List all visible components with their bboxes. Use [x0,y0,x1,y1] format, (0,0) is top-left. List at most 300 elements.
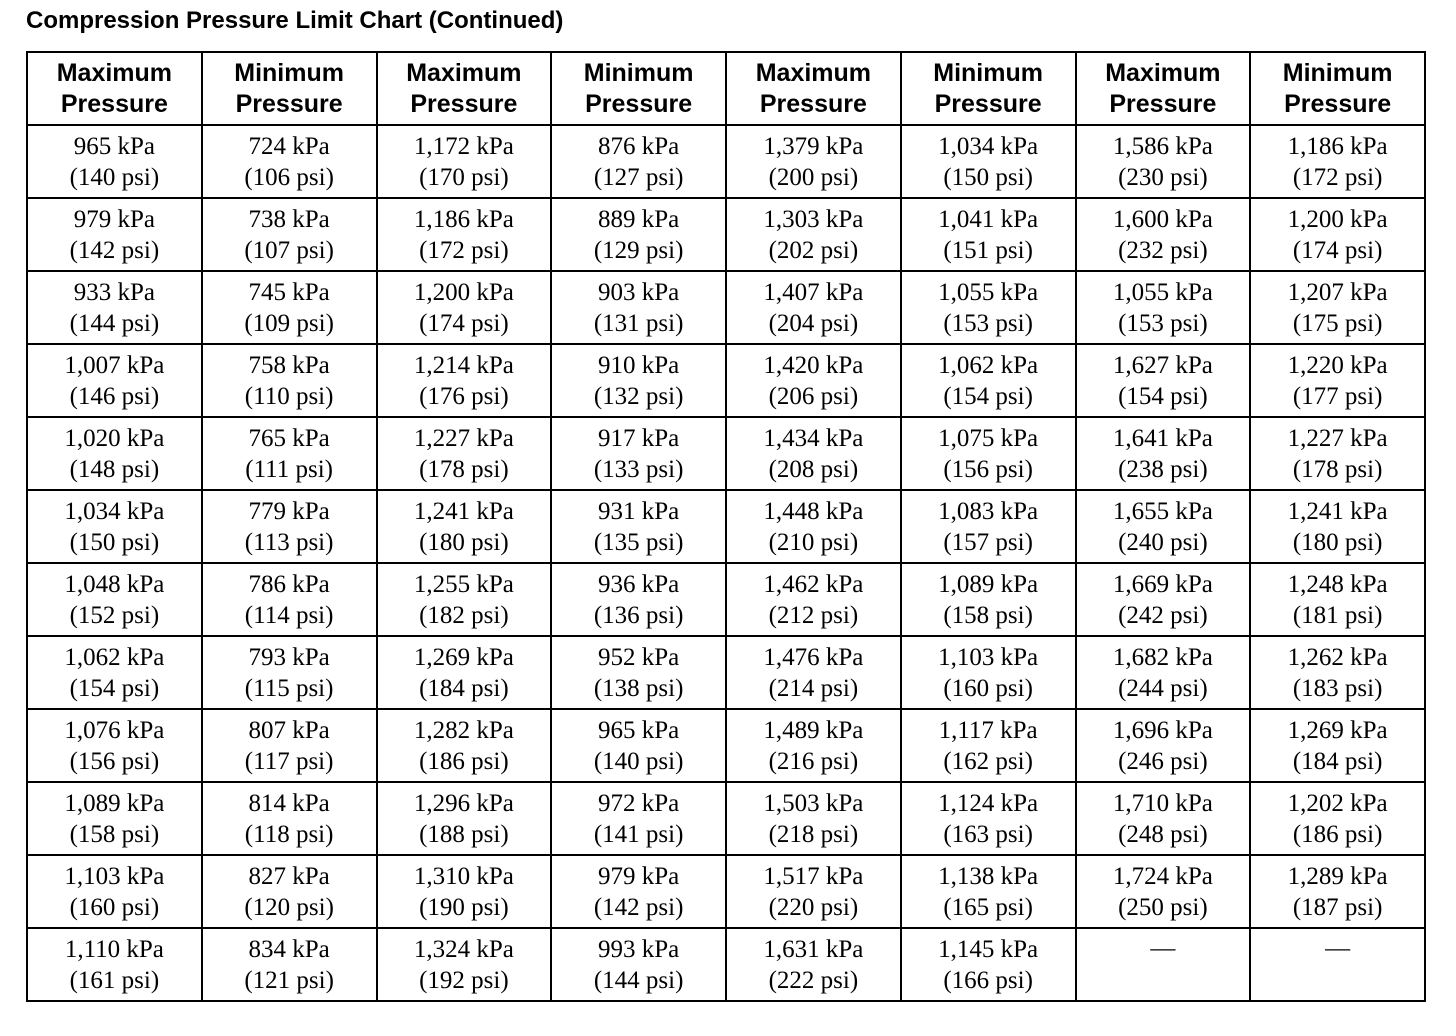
table-cell [202,271,377,344]
psi-value: (111 psi) [245,455,333,483]
table-cell [551,782,726,855]
psi-value: (144 psi) [593,966,684,994]
kpa-value: 1,075 kPa [938,424,1039,452]
kpa-value: 745 kPa [248,278,330,306]
table-row [27,417,1425,490]
table-cell [726,490,901,563]
psi-value: (180 psi) [419,528,509,556]
table-cell [901,636,1076,709]
psi-value: (150 psi) [943,163,1033,191]
table-cell [551,344,726,417]
table-row [27,490,1425,563]
kpa-value: 1,124 kPa [938,789,1039,817]
table-cell [551,125,726,198]
psi-value: (218 psi) [768,820,859,848]
psi-value: (246 psi) [1118,747,1208,775]
kpa-value: 1,269 kPa [413,643,514,671]
table-cell [27,928,202,1001]
psi-value: (152 psi) [69,601,160,629]
psi-value: (144 psi) [69,309,160,337]
psi-value: (220 psi) [768,893,859,921]
table-cell [202,417,377,490]
kpa-value: 1,186 kPa [1287,132,1388,160]
psi-value: (216 psi) [768,747,859,775]
page-title: Compression Pressure Limit Chart (Continued) [26,7,564,34]
psi-value: (157 psi) [943,528,1033,556]
table-cell [1250,855,1425,928]
psi-value: (110 psi) [244,382,334,410]
table-cell [377,271,552,344]
kpa-value: 993 kPa [598,935,680,963]
psi-value: (146 psi) [69,382,160,410]
kpa-value: 1,062 kPa [64,643,165,671]
column-header [551,52,726,125]
kpa-value: 1,434 kPa [763,424,864,452]
column-header [1076,52,1251,125]
psi-value: (172 psi) [1292,163,1383,191]
table-row [27,855,1425,928]
column-header-line: Pressure [235,89,343,118]
table-cell [1076,928,1251,1001]
column-header-line: Maximum [56,58,173,87]
psi-value: (154 psi) [69,674,160,702]
table-cell [202,198,377,271]
table-cell [202,490,377,563]
psi-value: (140 psi) [69,163,160,191]
psi-value: (160 psi) [943,674,1033,702]
kpa-value: 1,641 kPa [1112,424,1213,452]
kpa-value: 1,048 kPa [64,570,165,598]
psi-value: (151 psi) [943,236,1033,264]
column-header-line: Minimum [933,58,1043,87]
psi-value: (107 psi) [244,236,334,264]
kpa-value: 807 kPa [248,716,330,744]
kpa-value: 1,696 kPa [1112,716,1213,744]
kpa-value: 1,020 kPa [64,424,165,452]
kpa-value: 1,089 kPa [938,570,1039,598]
table-cell [726,782,901,855]
table-cell [377,928,552,1001]
psi-value: (202 psi) [768,236,859,264]
psi-value: (106 psi) [244,163,334,191]
column-header-line: Pressure [60,89,168,118]
psi-value: (182 psi) [419,601,509,629]
kpa-value: — [1150,935,1176,962]
kpa-value: 1,407 kPa [763,278,864,306]
psi-value: (230 psi) [1118,163,1208,191]
table-cell [27,125,202,198]
table-cell [377,855,552,928]
table-cell [901,855,1076,928]
table-cell [1250,782,1425,855]
table-cell [901,709,1076,782]
psi-value: (240 psi) [1118,528,1208,556]
kpa-value: 1,241 kPa [1287,497,1388,525]
column-header-line: Minimum [234,58,344,87]
table-cell [1250,125,1425,198]
column-header-line: Maximum [755,58,872,87]
psi-value: (120 psi) [244,893,334,921]
psi-value: (190 psi) [419,893,509,921]
kpa-value: 972 kPa [598,789,680,817]
psi-value: (132 psi) [593,382,684,410]
column-header [27,52,202,125]
kpa-value: 738 kPa [248,205,330,233]
table-cell [202,563,377,636]
kpa-value: 1,034 kPa [938,132,1039,160]
header-row [27,52,1425,125]
table-row [27,928,1425,1001]
table-cell [551,855,726,928]
psi-value: (175 psi) [1292,309,1383,337]
kpa-value: 1,669 kPa [1112,570,1213,598]
table-cell [551,709,726,782]
psi-value: (156 psi) [69,747,160,775]
kpa-value: 1,083 kPa [938,497,1039,525]
table-cell [1250,928,1425,1001]
kpa-value: 876 kPa [598,132,680,160]
kpa-value: 1,476 kPa [763,643,864,671]
column-header [901,52,1076,125]
psi-value: (214 psi) [768,674,859,702]
psi-value: (142 psi) [69,236,160,264]
kpa-value: 1,289 kPa [1287,862,1388,890]
kpa-value: 933 kPa [73,278,155,306]
psi-value: (156 psi) [943,455,1033,483]
kpa-value: 1,062 kPa [938,351,1039,379]
table-cell [27,709,202,782]
kpa-value: 1,172 kPa [413,132,514,160]
column-header-line: Pressure [759,89,867,118]
table-cell [1076,709,1251,782]
kpa-value: 1,489 kPa [763,716,864,744]
kpa-value: 952 kPa [598,643,680,671]
kpa-value: 1,241 kPa [413,497,514,525]
column-header-line: Minimum [583,58,694,87]
table-cell [726,344,901,417]
table-cell [726,709,901,782]
table-row [27,198,1425,271]
kpa-value: 1,255 kPa [413,570,514,598]
table-cell [27,417,202,490]
table-cell [1250,563,1425,636]
table-cell [901,782,1076,855]
kpa-value: 1,420 kPa [763,351,864,379]
kpa-value: 1,007 kPa [64,351,165,379]
psi-value: (200 psi) [768,163,859,191]
table-cell [726,636,901,709]
column-header [726,52,901,125]
kpa-value: 1,269 kPa [1287,716,1388,744]
kpa-value: 786 kPa [248,570,330,598]
table-cell [901,344,1076,417]
psi-value: (238 psi) [1118,455,1208,483]
psi-value: (114 psi) [244,601,334,629]
psi-value: (178 psi) [1292,455,1383,483]
kpa-value: — [1325,935,1351,962]
kpa-value: 1,200 kPa [413,278,514,306]
kpa-value: 1,041 kPa [938,205,1039,233]
psi-value: (113 psi) [244,528,334,556]
kpa-value: 1,145 kPa [938,935,1039,963]
kpa-value: 1,310 kPa [413,862,514,890]
kpa-value: 1,103 kPa [938,643,1039,671]
kpa-value: 903 kPa [598,278,680,306]
kpa-value: 917 kPa [598,424,680,452]
table-row [27,125,1425,198]
psi-value: (153 psi) [943,309,1033,337]
table-cell [202,636,377,709]
kpa-value: 1,303 kPa [763,205,864,233]
psi-value: (192 psi) [419,966,509,994]
kpa-value: 1,110 kPa [64,935,164,963]
table-cell [551,563,726,636]
psi-value: (158 psi) [943,601,1033,629]
psi-value: (158 psi) [69,820,160,848]
kpa-value: 1,682 kPa [1112,643,1213,671]
psi-value: (204 psi) [768,309,859,337]
psi-value: (250 psi) [1118,893,1208,921]
kpa-value: 1,710 kPa [1112,789,1213,817]
table-cell [1076,417,1251,490]
kpa-value: 1,379 kPa [763,132,864,160]
kpa-value: 765 kPa [248,424,330,452]
column-header-line: Pressure [585,89,693,118]
kpa-value: 1,503 kPa [763,789,864,817]
table-cell [377,198,552,271]
table-cell [901,563,1076,636]
table-cell [202,855,377,928]
psi-value: (166 psi) [943,966,1033,994]
kpa-value: 1,586 kPa [1112,132,1213,160]
kpa-value: 1,517 kPa [763,862,864,890]
table-cell [551,490,726,563]
table-cell [1076,563,1251,636]
table-row [27,636,1425,709]
psi-value: (206 psi) [768,382,859,410]
psi-value: (142 psi) [593,893,684,921]
kpa-value: 779 kPa [248,497,330,525]
kpa-value: 1,282 kPa [413,716,514,744]
kpa-value: 1,631 kPa [763,935,864,963]
table-cell [1250,490,1425,563]
table-cell [1250,636,1425,709]
table-cell [202,928,377,1001]
kpa-value: 834 kPa [248,935,330,963]
table-cell [901,125,1076,198]
psi-value: (184 psi) [419,674,509,702]
kpa-value: 827 kPa [248,862,330,890]
kpa-value: 1,138 kPa [938,862,1039,890]
psi-value: (212 psi) [768,601,859,629]
kpa-value: 793 kPa [248,643,330,671]
kpa-value: 979 kPa [598,862,680,890]
psi-value: (188 psi) [419,820,509,848]
table-cell [27,636,202,709]
table-cell [551,198,726,271]
psi-value: (177 psi) [1292,382,1383,410]
table-cell [1076,855,1251,928]
psi-value: (153 psi) [1118,309,1208,337]
compression-pressure-table [26,51,1426,1002]
psi-value: (232 psi) [1118,236,1208,264]
psi-value: (160 psi) [69,893,160,921]
psi-value: (242 psi) [1118,601,1208,629]
table-row [27,271,1425,344]
table-cell [377,490,552,563]
table-cell [1250,198,1425,271]
psi-value: (118 psi) [244,820,334,848]
column-header-line: Minimum [1282,58,1393,87]
kpa-value: 1,089 kPa [64,789,165,817]
table-cell [27,782,202,855]
table-row [27,709,1425,782]
psi-value: (121 psi) [244,966,334,994]
psi-value: (174 psi) [1292,236,1383,264]
table-cell [377,709,552,782]
kpa-value: 1,600 kPa [1112,205,1213,233]
psi-value: (161 psi) [69,966,160,994]
table-cell [901,417,1076,490]
psi-value: (135 psi) [593,528,684,556]
table-cell [1076,490,1251,563]
psi-value: (178 psi) [419,455,509,483]
kpa-value: 1,055 kPa [1112,278,1213,306]
column-header-line: Pressure [934,89,1042,118]
table-cell [1076,782,1251,855]
kpa-value: 1,214 kPa [413,351,514,379]
table-cell [901,198,1076,271]
table-cell [202,125,377,198]
psi-value: (174 psi) [419,309,509,337]
column-header [1250,52,1425,125]
table-cell [551,928,726,1001]
kpa-value: 1,655 kPa [1112,497,1213,525]
table-cell [1076,636,1251,709]
psi-value: (131 psi) [593,309,684,337]
table-cell [901,271,1076,344]
psi-value: (136 psi) [593,601,684,629]
psi-value: (138 psi) [593,674,684,702]
table-cell [377,636,552,709]
kpa-value: 1,186 kPa [413,205,514,233]
column-header-line: Pressure [1284,89,1392,118]
column-header [202,52,377,125]
kpa-value: 889 kPa [598,205,680,233]
psi-value: (208 psi) [768,455,859,483]
psi-value: (244 psi) [1118,674,1208,702]
kpa-value: 936 kPa [598,570,680,598]
psi-value: (115 psi) [244,674,334,702]
kpa-value: 1,220 kPa [1287,351,1388,379]
table-cell [726,125,901,198]
table-cell [1076,198,1251,271]
table-cell [1250,709,1425,782]
kpa-value: 1,324 kPa [413,935,514,963]
kpa-value: 1,448 kPa [763,497,864,525]
kpa-value: 1,227 kPa [413,424,514,452]
kpa-value: 1,248 kPa [1287,570,1388,598]
psi-value: (154 psi) [1118,382,1208,410]
kpa-value: 965 kPa [598,716,680,744]
table-cell [726,198,901,271]
psi-value: (187 psi) [1292,893,1383,921]
kpa-value: 910 kPa [598,351,680,379]
table-cell [27,344,202,417]
psi-value: (141 psi) [593,820,684,848]
psi-value: (117 psi) [244,747,334,775]
table-cell [726,417,901,490]
kpa-value: 1,117 kPa [938,716,1038,744]
kpa-value: 1,227 kPa [1287,424,1388,452]
table-cell [27,490,202,563]
psi-value: (186 psi) [419,747,509,775]
table-cell [377,782,552,855]
psi-value: (127 psi) [593,163,684,191]
table-cell [27,198,202,271]
table-cell [1250,271,1425,344]
table-cell [1250,417,1425,490]
psi-value: (148 psi) [69,455,160,483]
table-body [27,125,1425,1001]
kpa-value: 965 kPa [73,132,155,160]
kpa-value: 931 kPa [598,497,680,525]
psi-value: (210 psi) [768,528,859,556]
kpa-value: 1,200 kPa [1287,205,1388,233]
column-header [377,52,552,125]
psi-value: (184 psi) [1292,747,1383,775]
psi-value: (170 psi) [419,163,509,191]
table-row [27,782,1425,855]
psi-value: (180 psi) [1292,528,1383,556]
kpa-value: 814 kPa [248,789,330,817]
table-cell [377,417,552,490]
kpa-value: 1,296 kPa [413,789,514,817]
psi-value: (133 psi) [593,455,684,483]
table-cell [551,271,726,344]
kpa-value: 1,076 kPa [64,716,165,744]
kpa-value: 1,262 kPa [1287,643,1388,671]
psi-value: (150 psi) [69,528,160,556]
psi-value: (165 psi) [943,893,1033,921]
table-cell [1250,344,1425,417]
column-header-line: Maximum [406,58,522,87]
psi-value: (129 psi) [593,236,684,264]
table-cell [726,563,901,636]
table-cell [202,782,377,855]
kpa-value: 1,462 kPa [763,570,864,598]
table-cell [377,344,552,417]
psi-value: (248 psi) [1118,820,1208,848]
table-cell [551,417,726,490]
psi-value: (154 psi) [943,382,1033,410]
psi-value: (176 psi) [419,382,509,410]
kpa-value: 1,724 kPa [1112,862,1213,890]
kpa-value: 724 kPa [248,132,330,160]
table-cell [901,928,1076,1001]
table-cell [27,855,202,928]
table-cell [1076,271,1251,344]
kpa-value: 1,034 kPa [64,497,165,525]
psi-value: (163 psi) [943,820,1033,848]
table-cell [377,563,552,636]
kpa-value: 758 kPa [248,351,330,379]
table-cell [726,271,901,344]
psi-value: (172 psi) [419,236,509,264]
table-cell [551,636,726,709]
kpa-value: 1,202 kPa [1287,789,1388,817]
table-cell [377,125,552,198]
